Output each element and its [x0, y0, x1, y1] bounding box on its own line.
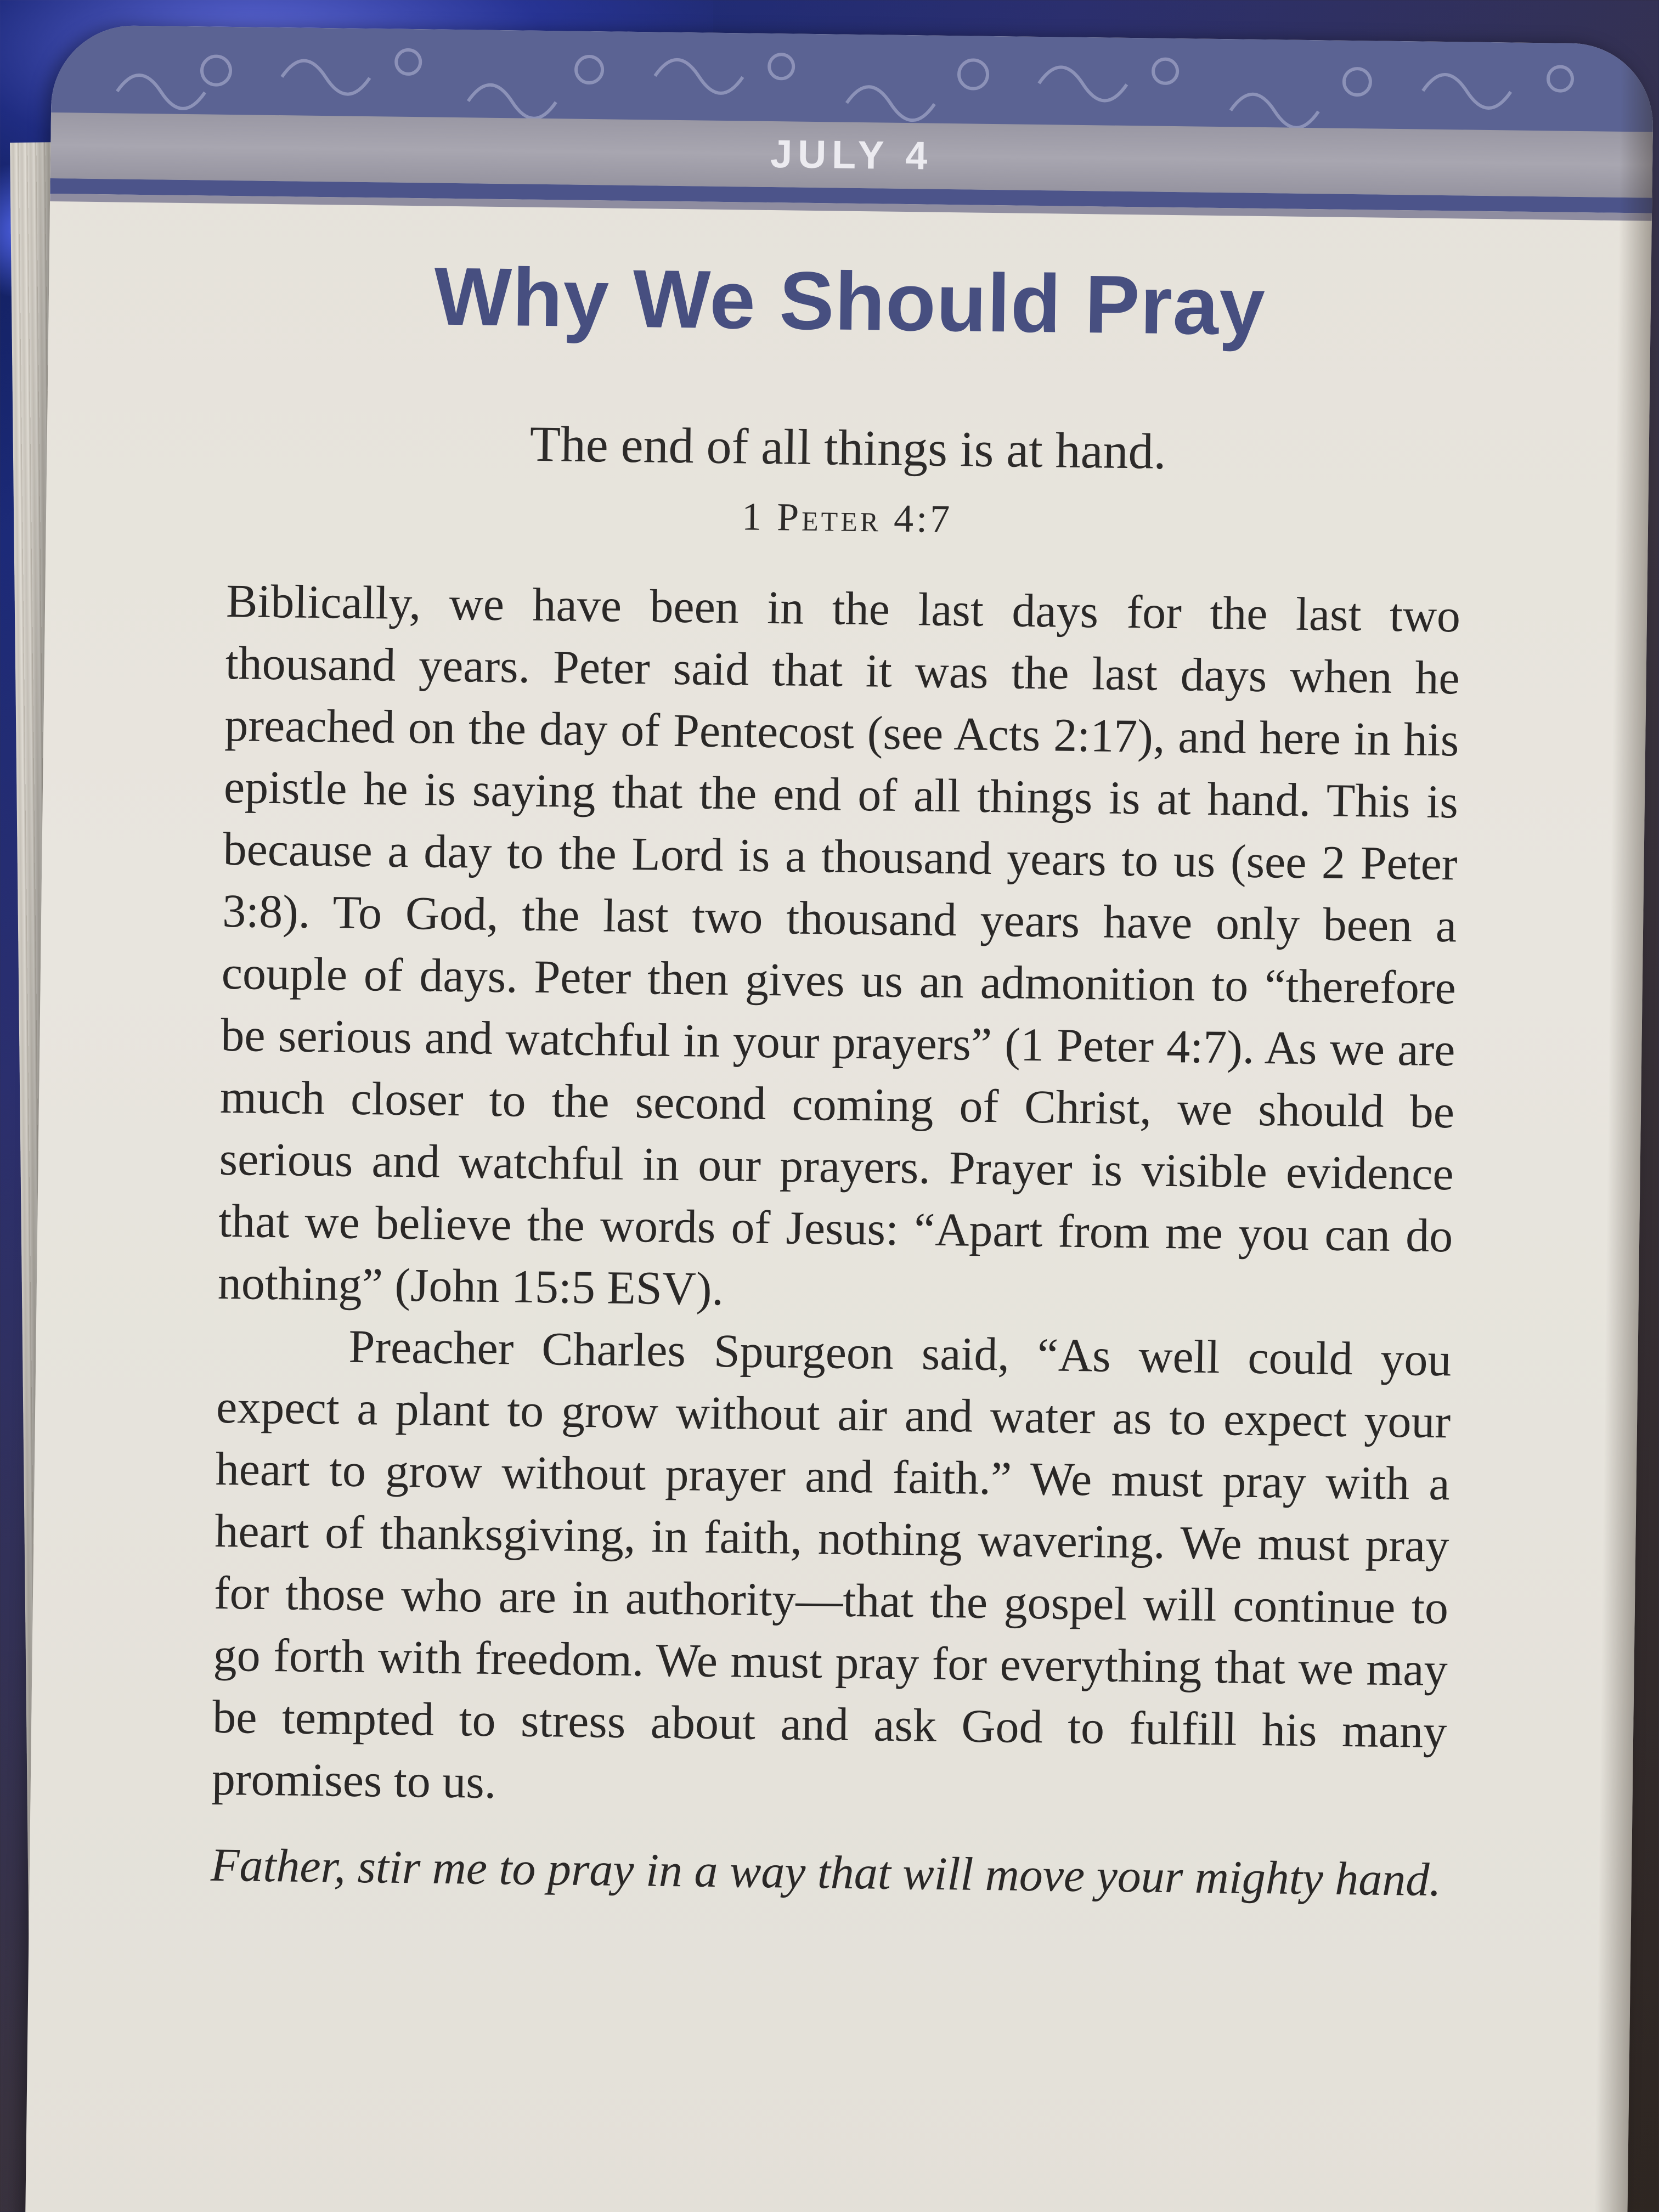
- body-paragraph-2: Preacher Charles Spurgeon said, “As well could you expect a plant to grow without air and water as to expect your heart to grow without prayer and faith.” We must pray with a heart of thanksgiving, in faith, nothing wavering. We must pray for those who are in authority—that the gospel will continue to go forth with freedom. We must pray for everything that we may be tempted to stress about and ask God to fulfill his many promises to us.: [211, 1319, 1452, 1809]
- closing-prayer: Father, stir me to pray in a way that will move your mighty hand.: [210, 1838, 1442, 1906]
- devotional-body: [211, 570, 1460, 1825]
- page-title: Why We Should Pray: [433, 250, 1266, 353]
- book-page: [25, 25, 1654, 2212]
- page-spine-shadow: [1594, 44, 1654, 2212]
- scripture-reference: 1 Peter 4:7: [741, 494, 953, 541]
- scripture-verse: The end of all things is at hand.: [529, 415, 1167, 479]
- page-date: JULY 4: [770, 132, 933, 178]
- body-paragraph-1: Biblically, we have been in the last days for the last two thousand years. Peter said that it was the last days when he preached on the day of Pentecost (see Acts 2:17), and here in his epistle he is saying that the end of all things is at hand. This is because a day to the Lord is a thousand years to us (see 2 Peter 3:8). To God, the last two thousand years have only been a couple of days. Peter then gives us an admonition to “therefore be serious and watchful in your prayers” (1 Peter 4:7). As we are much closer to the second coming of Christ, we should be serious and watchful in our prayers. Prayer is visible evidence that we believe the words of Jesus: “Apart from me you can do nothing” (John 15:5 ESV).: [217, 574, 1461, 1316]
